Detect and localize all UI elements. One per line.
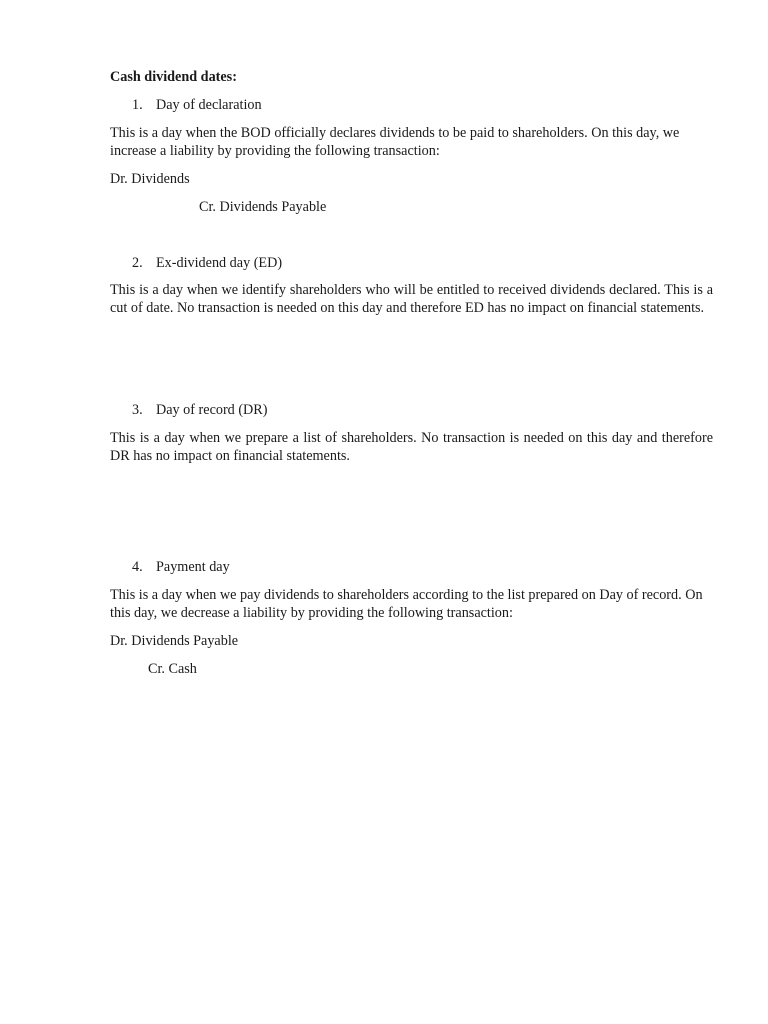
journal-credit-1: Cr. Dividends Payable bbox=[199, 199, 327, 215]
journal-debit-4: Dr. Dividends Payable bbox=[110, 633, 239, 649]
section-number-1: 1. bbox=[132, 97, 143, 113]
section-paragraph-4: This is a day when we pay dividends to shareholders according to the list prepared on Day of record. On this day, we decrease a liability by providing the following transaction: bbox=[110, 587, 703, 621]
journal-credit-4: Cr. Cash bbox=[148, 661, 197, 677]
section-number-3: 3. bbox=[132, 402, 143, 418]
section-heading-text-4: Payment day bbox=[156, 559, 230, 575]
section-heading-text-3: Day of record (DR) bbox=[156, 402, 268, 418]
section-heading-text-2: Ex-dividend day (ED) bbox=[156, 255, 283, 271]
document-title: Cash dividend dates: bbox=[110, 69, 237, 85]
section-paragraph-2: This is a day when we identify shareholders who will be entitled to received dividends declared. This is a cut of date. No transaction is needed on this day and therefore ED has no impact on financial statements. bbox=[110, 282, 713, 316]
section-heading-2 bbox=[132, 254, 282, 272]
journal-debit-1: Dr. Dividends bbox=[110, 171, 190, 187]
section-number-2: 2. bbox=[132, 255, 143, 271]
section-paragraph-3: This is a day when we prepare a list of shareholders. No transaction is needed on this day and therefore DR has no impact on financial statements. bbox=[110, 430, 713, 464]
section-paragraph-1: This is a day when the BOD officially declares dividends to be paid to shareholders. On this day, we increase a liability by providing the following transaction: bbox=[110, 125, 680, 159]
section-heading-4 bbox=[132, 558, 230, 576]
section-heading-1 bbox=[132, 96, 262, 114]
section-heading-3 bbox=[132, 401, 267, 419]
section-heading-text-1: Day of declaration bbox=[156, 97, 262, 113]
section-number-4: 4. bbox=[132, 559, 143, 575]
